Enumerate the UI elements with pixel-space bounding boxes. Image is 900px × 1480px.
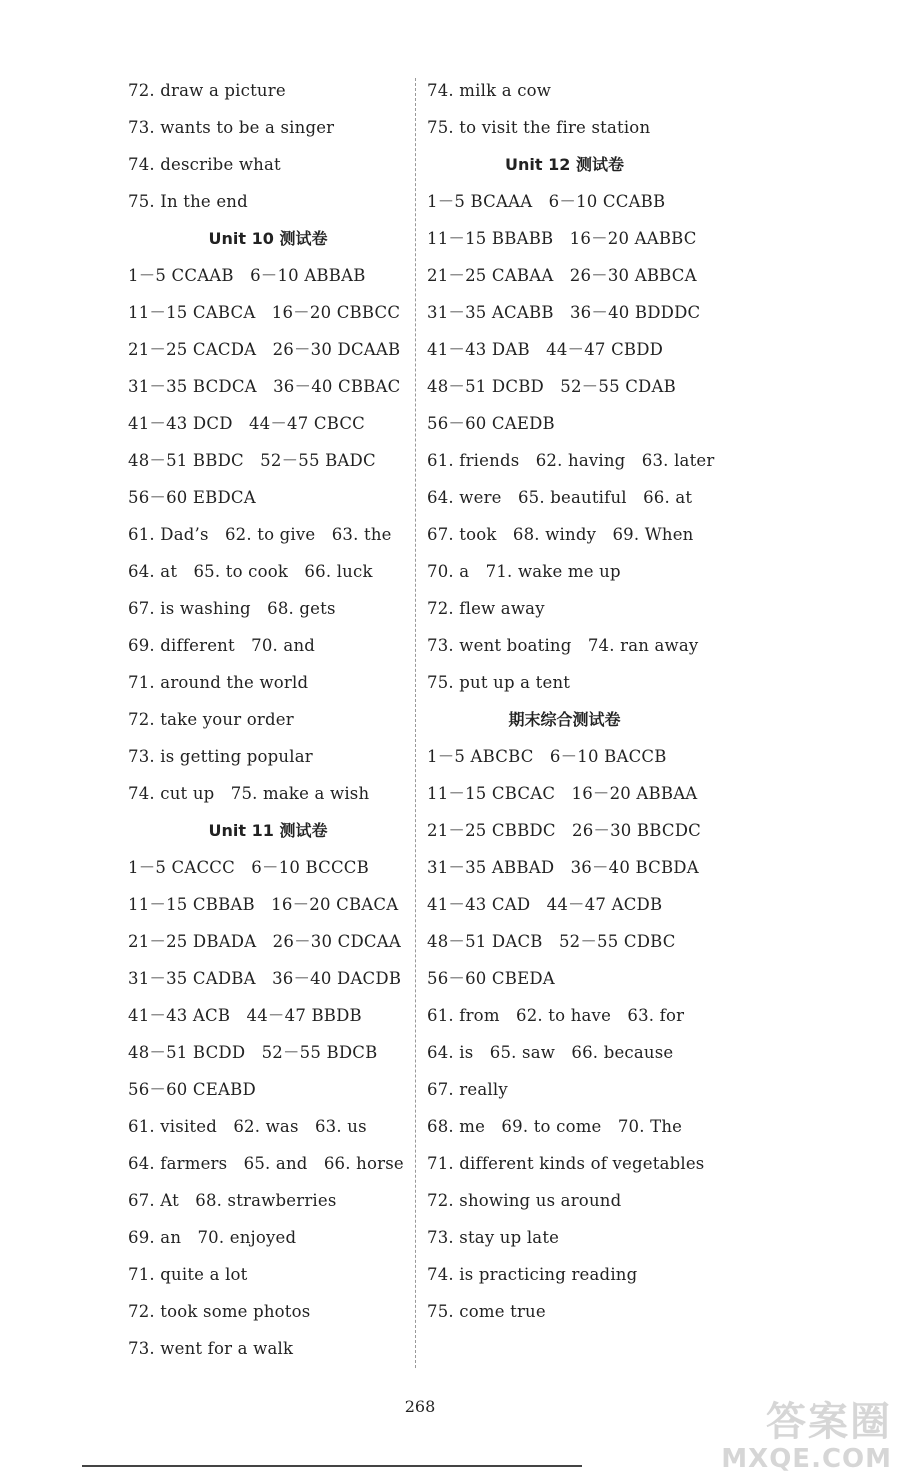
answer-line: 48－51 DACB 52－55 CDBC: [427, 932, 676, 951]
answer-line: 73. is getting popular: [128, 747, 313, 766]
answer-line: 61. visited 62. was 63. us: [128, 1117, 367, 1136]
answer-line: 21－25 DBADA 26－30 CDCAA: [128, 932, 401, 951]
answer-line: 11－15 CBCAC 16－20 ABBAA: [427, 784, 698, 803]
bottom-rule: [82, 1465, 582, 1467]
answer-line: 72. draw a picture: [128, 81, 286, 100]
answer-line: 71. around the world: [128, 673, 309, 692]
right-answer-column: [427, 72, 727, 1330]
answer-line: 75. to visit the fire station: [427, 118, 651, 137]
answer-block-unit9-tail: [128, 72, 413, 220]
answer-line: 56－60 EBDCA: [128, 488, 256, 507]
answer-line: 64. is 65. saw 66. because: [427, 1043, 674, 1062]
answer-line: 75. put up a tent: [427, 673, 571, 692]
answer-line: 74. is practicing reading: [427, 1265, 638, 1284]
answer-line: 31－35 ABBAD 36－40 BCBDA: [427, 858, 699, 877]
answer-line: 41－43 DAB 44－47 CBDD: [427, 340, 664, 359]
answer-line: 67. is washing 68. gets: [128, 599, 336, 618]
answer-line: 61. Dad’s 62. to give 63. the: [128, 525, 392, 544]
section-heading-unit10: Unit 10 测试卷: [208, 229, 328, 248]
answer-line: 41－43 CAD 44－47 ACDB: [427, 895, 663, 914]
page-number: 268: [404, 1397, 436, 1416]
answer-line: 67. really: [427, 1080, 508, 1099]
answer-line: 75. come true: [427, 1302, 546, 1321]
section-heading-unit11: Unit 11 测试卷: [208, 821, 328, 840]
answer-block-unit11: [128, 849, 413, 1367]
answer-block-unit12: [427, 183, 727, 701]
answer-line: 11－15 CBBAB 16－20 CBACA: [128, 895, 399, 914]
answer-block-unit10: [128, 257, 413, 812]
answer-line: 73. stay up late: [427, 1228, 560, 1247]
answer-line: 1－5 CCAAB 6－10 ABBAB: [128, 266, 366, 285]
answer-line: 21－25 CBBDC 26－30 BBCDC: [427, 821, 701, 840]
watermark-logo-text: 答案圈: [766, 1399, 892, 1445]
answer-line: 74. describe what: [128, 155, 281, 174]
answer-line: 21－25 CACDA 26－30 DCAAB: [128, 340, 401, 359]
answer-line: 71. different kinds of vegetables: [427, 1154, 705, 1173]
answer-line: 74. cut up 75. make a wish: [128, 784, 370, 803]
answer-block-final-exam: [427, 738, 727, 1330]
answer-line: 73. wants to be a singer: [128, 118, 335, 137]
answer-line: 73. went boating 74. ran away: [427, 636, 699, 655]
answer-line: 41－43 DCD 44－47 CBCC: [128, 414, 365, 433]
answer-line: 56－60 CEABD: [128, 1080, 256, 1099]
answer-line: 72. showing us around: [427, 1191, 622, 1210]
answer-line: 31－35 BCDCA 36－40 CBBAC: [128, 377, 401, 396]
watermark-logo: [692, 1400, 892, 1474]
answer-line: 64. farmers 65. and 66. horse: [128, 1154, 404, 1173]
section-heading-unit12: Unit 12 测试卷: [505, 155, 624, 174]
answer-line: 67. At 68. strawberries: [128, 1191, 337, 1210]
answer-line: 1－5 CACCC 6－10 BCCCB: [128, 858, 369, 877]
answer-line: 11－15 BBABB 16－20 AABBC: [427, 229, 697, 248]
answer-line: 48－51 BBDC 52－55 BADC: [128, 451, 376, 470]
answer-line: 61. friends 62. having 63. later: [427, 451, 715, 470]
answer-line: 41－43 ACB 44－47 BBDB: [128, 1006, 362, 1025]
answer-line: 61. from 62. to have 63. for: [427, 1006, 685, 1025]
answer-line: 48－51 BCDD 52－55 BDCB: [128, 1043, 378, 1062]
answer-line: 68. me 69. to come 70. The: [427, 1117, 683, 1136]
answer-block-unit11-tail: [427, 72, 727, 146]
answer-line: 48－51 DCBD 52－55 CDAB: [427, 377, 676, 396]
section-heading-final-exam: 期末综合测试卷: [508, 710, 621, 729]
answer-line: 72. flew away: [427, 599, 545, 618]
answer-line: 74. milk a cow: [427, 81, 552, 100]
answer-line: 69. an 70. enjoyed: [128, 1228, 297, 1247]
answer-line: 64. at 65. to cook 66. luck: [128, 562, 373, 581]
answer-line: 69. different 70. and: [128, 636, 316, 655]
answer-line: 73. went for a walk: [128, 1339, 294, 1358]
answer-line: 70. a 71. wake me up: [427, 562, 621, 581]
answer-line: 71. quite a lot: [128, 1265, 248, 1284]
answer-line: 1－5 BCAAA 6－10 CCABB: [427, 192, 666, 211]
answer-line: 31－35 ACABB 36－40 BDDDC: [427, 303, 701, 322]
column-divider: [415, 78, 416, 1368]
left-answer-column: [128, 72, 413, 1367]
answer-line: 11－15 CABCA 16－20 CBBCC: [128, 303, 401, 322]
answer-line: 21－25 CABAA 26－30 ABBCA: [427, 266, 697, 285]
watermark-url-text: MXQE.COM: [721, 1444, 892, 1474]
answer-line: 67. took 68. windy 69. When: [427, 525, 694, 544]
answer-line: 56－60 CAEDB: [427, 414, 555, 433]
answer-line: 1－5 ABCBC 6－10 BACCB: [427, 747, 667, 766]
answer-line: 56－60 CBEDA: [427, 969, 555, 988]
answer-line: 72. took some photos: [128, 1302, 311, 1321]
answer-line: 31－35 CADBA 36－40 DACDB: [128, 969, 402, 988]
answer-line: 75. In the end: [128, 192, 248, 211]
answer-line: 64. were 65. beautiful 66. at: [427, 488, 693, 507]
answer-line: 72. take your order: [128, 710, 294, 729]
